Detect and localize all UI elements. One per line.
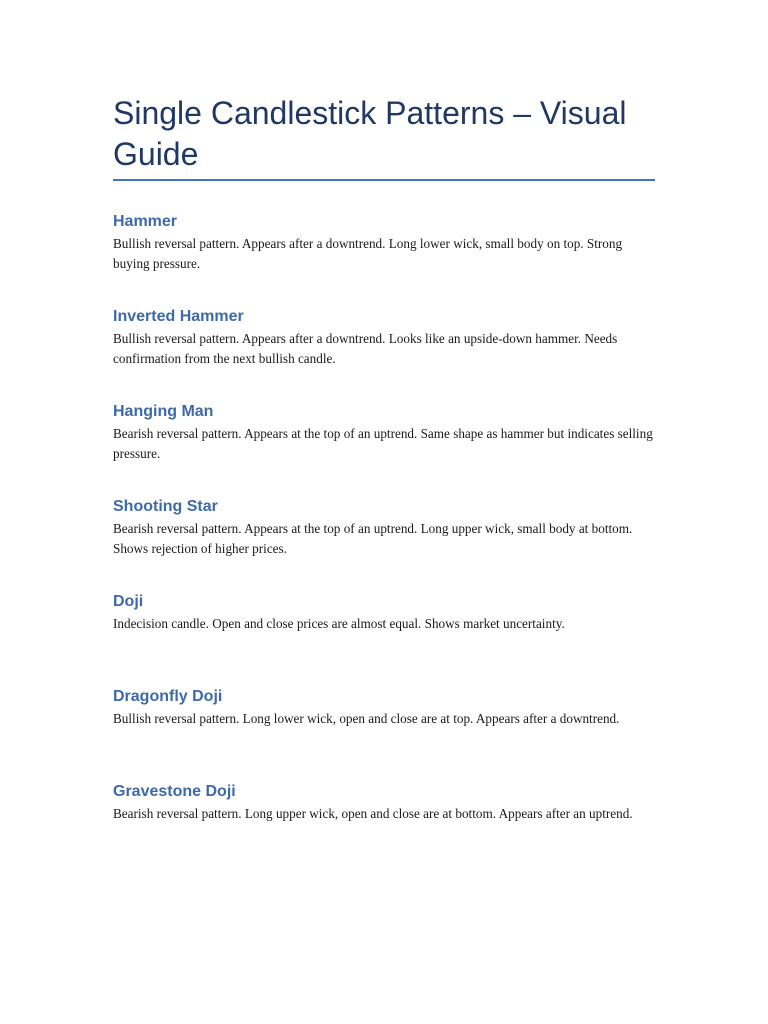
- document-title: Single Candlestick Patterns – Visual Guide: [113, 95, 627, 172]
- section-heading: Dragonfly Doji: [113, 688, 223, 705]
- pattern-section-inverted-hammer: [113, 306, 655, 401]
- pattern-section-doji: [113, 591, 655, 686]
- section-description: Bearish reversal pattern. Appears at the top of an uptrend. Long upper wick, small body at bottom. Shows rejection of higher prices.: [113, 521, 633, 556]
- pattern-section-shooting-star: [113, 496, 655, 591]
- section-description: Bearish reversal pattern. Long upper wick, open and close are at bottom. Appears after an uptrend.: [113, 806, 633, 821]
- section-heading: Doji: [113, 593, 144, 610]
- pattern-list: [113, 211, 655, 876]
- pattern-section-gravestone-doji: [113, 781, 655, 876]
- section-heading: Inverted Hammer: [113, 308, 244, 325]
- section-description: Bullish reversal pattern. Appears after a downtrend. Looks like an upside-down hammer. Needs confirmation from the next bullish candle.: [113, 331, 618, 366]
- section-heading: Hammer: [113, 213, 178, 230]
- pattern-section-hammer: [113, 211, 655, 306]
- section-description: Bullish reversal pattern. Long lower wick, open and close are at top. Appears after a downtrend.: [113, 711, 620, 726]
- section-description: Indecision candle. Open and close prices are almost equal. Shows market uncertainty.: [113, 616, 565, 631]
- section-heading: Shooting Star: [113, 498, 218, 515]
- section-description: Bullish reversal pattern. Appears after a downtrend. Long lower wick, small body on top. Strong buying pressure.: [113, 236, 623, 271]
- title-divider: [113, 179, 655, 181]
- section-description: Bearish reversal pattern. Appears at the top of an uptrend. Same shape as hammer but indicates selling pressure.: [113, 426, 653, 461]
- pattern-section-hanging-man: [113, 401, 655, 496]
- section-heading: Hanging Man: [113, 403, 214, 420]
- document-page: [113, 93, 655, 876]
- pattern-section-dragonfly-doji: [113, 686, 655, 781]
- section-heading: Gravestone Doji: [113, 783, 236, 800]
